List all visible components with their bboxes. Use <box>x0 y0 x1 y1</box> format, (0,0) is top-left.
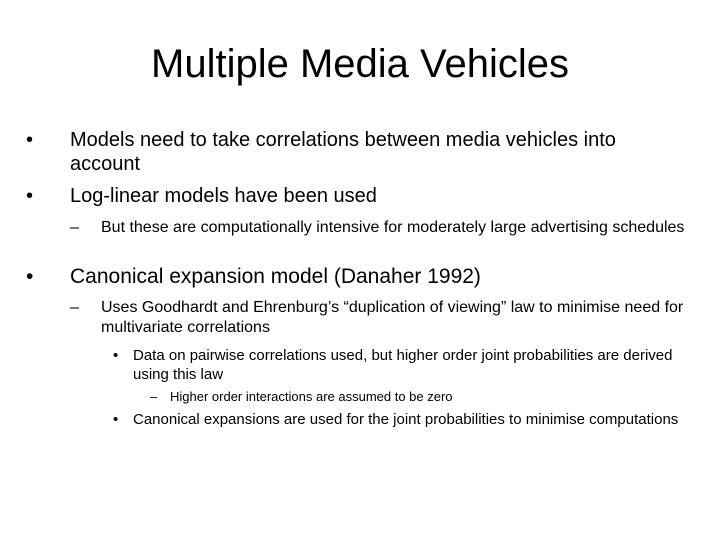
dash-marker: – <box>70 299 79 316</box>
bullet-marker: • <box>113 411 119 428</box>
bullet-text: Uses Goodhardt and Ehrenburg’s “duplication of viewing” law to minimise need for multivariate correlations <box>101 299 684 336</box>
bullet-text: Canonical expansions are used for the joint probabilities to minimise computations <box>133 411 679 428</box>
bullet-marker: • <box>26 185 34 207</box>
bullet-text: Data on pairwise correlations used, but higher order joint probabilities are derived using this law <box>133 347 673 383</box>
bullet-text: But these are computationally intensive for moderately large advertising schedules <box>101 219 685 236</box>
bullet-text: Models need to take correlations between media vehicles into account <box>70 129 616 175</box>
dash-marker: – <box>70 219 79 236</box>
bullet-text: Higher order interactions are assumed to be zero <box>170 389 453 404</box>
bullet-text: Log-linear models have been used <box>70 185 377 207</box>
bullet-marker: • <box>113 347 119 364</box>
slide-title: Multiple Media Vehicles <box>151 42 569 86</box>
bullet-marker: • <box>26 265 34 288</box>
bullet-marker: • <box>26 129 34 151</box>
bullet-text: Canonical expansion model (Danaher 1992) <box>70 265 481 288</box>
dash-marker: – <box>150 389 158 404</box>
